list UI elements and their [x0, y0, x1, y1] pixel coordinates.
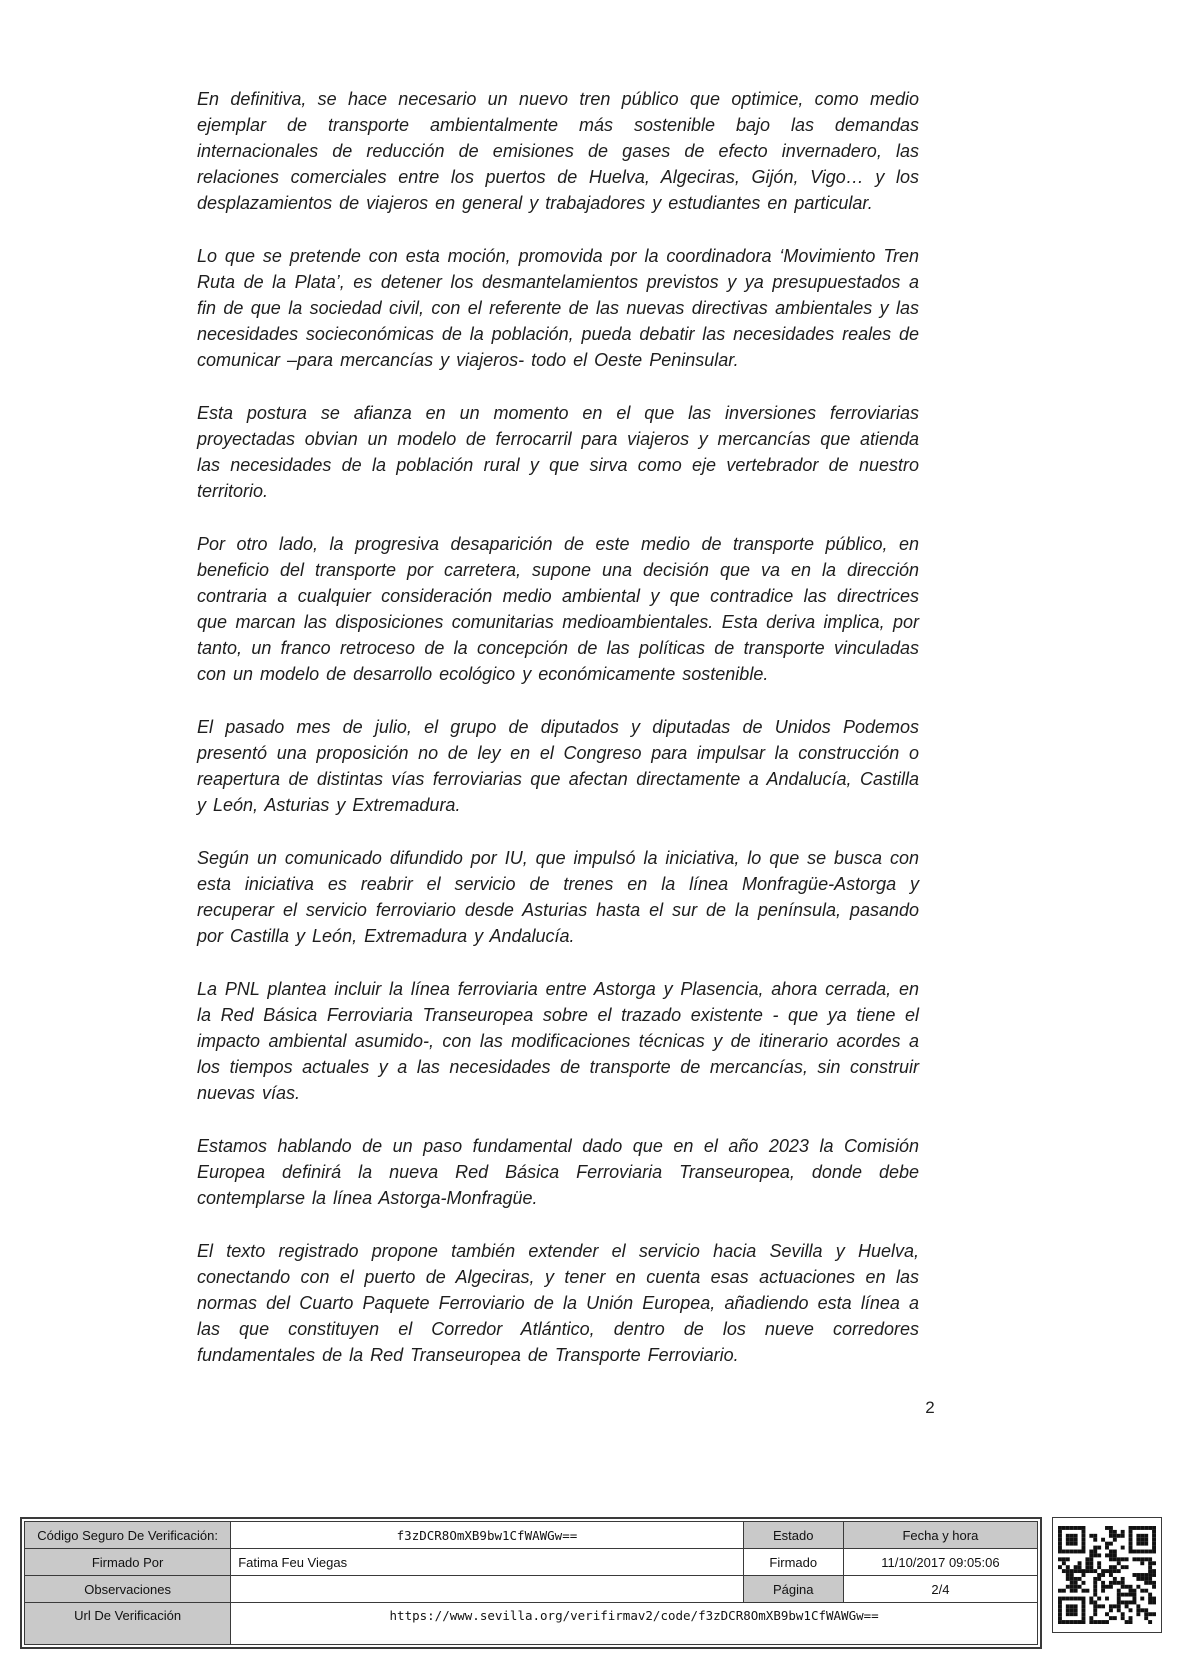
url-verificacion-value: https://www.sevilla.org/verifirmav2/code/f3zDCR8OmXB9bw1CfWAWGw==	[231, 1603, 1038, 1645]
table-row-observaciones	[25, 1576, 1038, 1603]
csv-label: Código Seguro De Verificación:	[25, 1522, 231, 1549]
estado-value: Firmado	[743, 1549, 843, 1576]
paragraph-1: En definitiva, se hace necesario un nuevo tren público que optimice, como medio ejemplar de transporte ambientalmente más sostenible bajo las demandas internacionales de reducción de emisiones de gases de efecto invernadero, las relaciones comerciales entre los puertos de Huelva, Algeciras, Gijón, Vigo… y los desplazamientos de viajeros en general y trabajadores y estudiantes en particular.	[197, 89, 919, 213]
paragraph-5: El pasado mes de julio, el grupo de diputados y diputadas de Unidos Podemos presentó una proposición no de ley en el Congreso para impulsar la construcción o reapertura de distintas vías ferroviarias que afectan directamente a Andalucía, Castilla y León, Asturias y Extremadura.	[197, 717, 919, 815]
paragraph-3: Esta postura se afianza en un momento en el que las inversiones ferroviarias proyectadas obvian un modelo de ferrocarril para viajeros y mercancías que atienda las necesidades de la población rural y que sirva como eje vertebrador de nuestro territorio.	[197, 403, 919, 501]
table-row-url	[25, 1603, 1038, 1645]
estado-header: Estado	[743, 1522, 843, 1549]
firmado-por-value: Fatima Feu Viegas	[231, 1549, 744, 1576]
csv-value: f3zDCR8OmXB9bw1CfWAWGw==	[231, 1522, 744, 1549]
observaciones-label: Observaciones	[25, 1576, 231, 1603]
table-row-csv	[25, 1522, 1038, 1549]
verification-footer-table	[20, 1517, 1042, 1649]
paragraph-6: Según un comunicado difundido por IU, que impulsó la iniciativa, lo que se busca con esta iniciativa es reabrir el servicio de trenes en la línea Monfragüe-Astorga y recuperar el servicio ferroviario desde Asturias hasta el sur de la península, pasando por Castilla y León, Extremadura y Andalucía.	[197, 848, 919, 946]
paragraph-2: Lo que se pretende con esta moción, promovida por la coordinadora ‘Movimiento Tren Ruta de la Plata’, es detener los desmantelamientos previstos y ya presupuestados a fin de que la sociedad civil, con el referente de las nuevas directivas ambientales y las necesidades socieconómicas de la población, pueda debatir las necesidades reales de comunicar –para mercancías y viajeros- todo el Oeste Peninsular.	[197, 246, 919, 370]
observaciones-value	[231, 1576, 744, 1603]
fecha-hora-value: 11/10/2017 09:05:06	[843, 1549, 1037, 1576]
pagina-label: Página	[743, 1576, 843, 1603]
table-row-firmado	[25, 1549, 1038, 1576]
qr-code	[1052, 1517, 1162, 1633]
pagina-value: 2/4	[843, 1576, 1037, 1603]
document-body	[197, 86, 919, 1395]
paragraph-4: Por otro lado, la progresiva desaparición de este medio de transporte público, en beneficio del transporte por carretera, supone una decisión que va en la dirección contraria a cualquier consideración medio ambiental y que contradice las directrices que marcan las disposiciones comunitarias medioambientales. Esta deriva implica, por tanto, un franco retroceso de la concepción de las políticas de transporte vinculadas con un modelo de desarrollo ecológico y económicamente sostenible.	[197, 534, 919, 684]
page-number: 2	[925, 1398, 935, 1417]
paragraph-9: El texto registrado propone también extender el servicio hacia Sevilla y Huelva, conectando con el puerto de Algeciras, y tener en cuenta esas actuaciones en las normas del Cuarto Paquete Ferroviario de la Unión Europea, añadiendo esta línea a las que constituyen el Corredor Atlántico, dentro de los nueve corredores fundamentales de la Red Transeuropea de Transporte Ferroviario.	[197, 1241, 919, 1365]
firmado-por-label: Firmado Por	[25, 1549, 231, 1576]
paragraph-7: La PNL plantea incluir la línea ferroviaria entre Astorga y Plasencia, ahora cerrada, en la Red Básica Ferroviaria Transeuropea sobre el trazado existente - que ya tiene el impacto ambiental asumido-, con las modificaciones técnicas y de itinerario acordes a los tiempos actuales y a las necesidades de transporte de mercancías, sin construir nuevas vías.	[197, 979, 919, 1103]
paragraph-8: Estamos hablando de un paso fundamental dado que en el año 2023 la Comisión Europea definirá la nueva Red Básica Ferroviaria Transeuropea, donde debe contemplarse la línea Astorga-Monfragüe.	[197, 1136, 919, 1208]
url-verificacion-label: Url De Verificación	[25, 1603, 231, 1645]
fecha-hora-header: Fecha y hora	[843, 1522, 1037, 1549]
